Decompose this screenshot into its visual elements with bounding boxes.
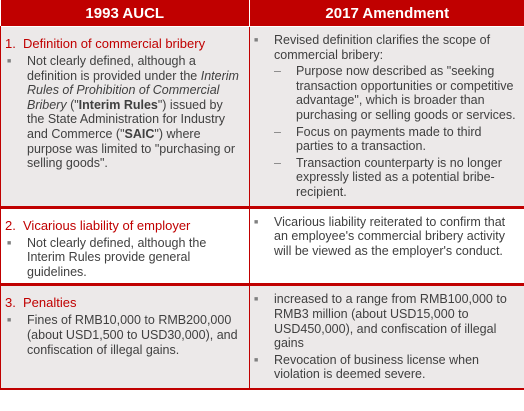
row1-dash-item: – Purpose now described as "seeking transaction opportunities or competitive advantage", which is broader than purchasing or selling goods or services. [274,64,516,122]
row2-title: Vicarious liability of employer [23,217,191,233]
row3-right-cell [250,285,524,389]
row3-title: Penalties [23,295,77,311]
square-bullet-icon: ■ [7,317,12,325]
row2-left-cell [1,207,250,285]
row2-number: 2. [5,217,16,233]
square-bullet-icon: ■ [254,296,259,304]
en-dash-icon: – [274,124,281,139]
row3-left-cell [1,285,250,389]
table-row [1,207,524,285]
row2-left-bullet: ■ Not clearly defined, although the Interim Rules provide general guidelines. [7,235,207,279]
row1-number: 1. [5,36,16,51]
header-2017-amendment: 2017 Amendment [250,0,524,27]
row1-right-cell [250,27,524,208]
row3-right-bullet: ■ Revocation of business license when violation is deemed severe. [254,352,479,382]
row1-dash-item: – Focus on payments made to third parties to a transaction. [274,124,482,154]
row3-left-bullet: ■ Fines of RMB10,000 to RMB200,000 (about USD1,500 to USD30,000), and confiscation of illegal gains. [7,313,238,357]
header-1993-aucl: 1993 AUCL [1,0,250,27]
row1-title: Definition of commercial bribery [23,36,206,51]
en-dash-icon: – [274,155,281,170]
row1-left-cell [1,27,250,208]
square-bullet-icon: ■ [254,218,259,226]
row3-heading [5,295,243,311]
row2-right-cell [250,207,524,285]
row2-heading [5,218,243,234]
square-bullet-icon: ■ [254,356,259,364]
row1-heading [5,36,243,52]
row1-dash-item: – Transaction counterparty is no longer expressly listed as a potential bribe-recipient. [274,155,502,199]
row1-left-text: Not clearly defined, although a definition is provided under the Interim Rules of Prohibition of Commercial Bribery ("Interim Rules") issued by the State Administration for Industry and Commerce ("SAIC") where purpose was limited to "purchasing or selling goods". [27,54,239,171]
row3-number: 3. [5,295,16,311]
row3-right-bullet: ■ increased to a range from RMB100,000 to RMB3 million (about USD15,000 to USD450,000), and confiscation of illegal gains [254,292,507,351]
square-bullet-icon: ■ [7,58,12,65]
table-row [1,27,524,208]
table-row [1,285,524,389]
square-bullet-icon: ■ [7,239,12,247]
row1-left-bullet [5,54,243,171]
row1-right-bullet: ■ Revised definition clarifies the scope of commercial bribery: [254,33,491,62]
en-dash-icon: – [274,64,281,79]
header-row [1,0,524,27]
row2-right-bullet: ■ Vicarious liability reiterated to confirm that an employee's commercial bribery activity will be viewed as the employer's conduct. [254,214,506,258]
square-bullet-icon: ■ [254,37,259,44]
